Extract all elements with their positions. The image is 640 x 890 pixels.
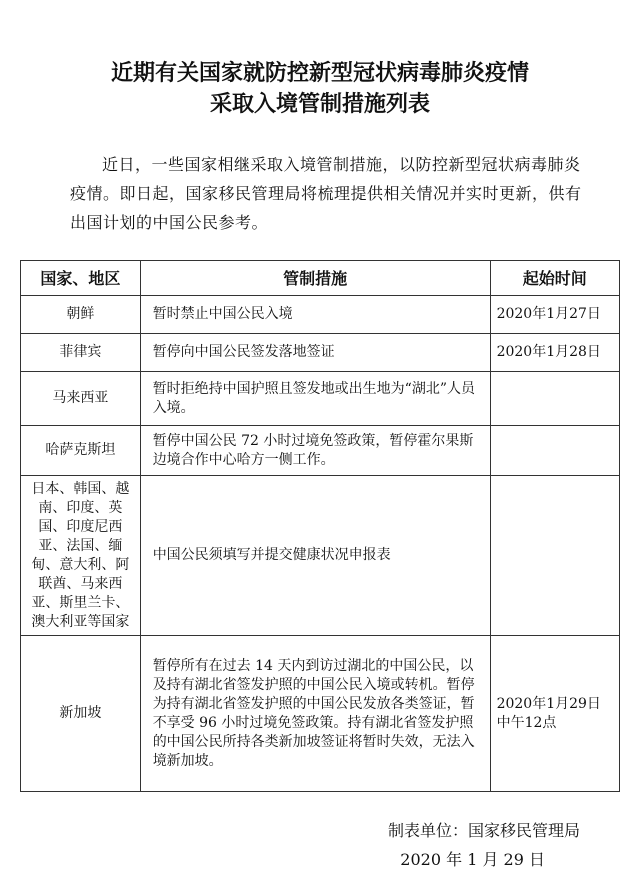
row-date: 2020年1月29日中午12点 — [490, 636, 619, 792]
row-country: 新加坡 — [21, 636, 141, 792]
table-row — [21, 296, 620, 334]
table-row — [21, 334, 620, 372]
row-country: 马来西亚 — [21, 372, 141, 426]
table-row — [21, 372, 620, 426]
entry-control-table — [20, 260, 620, 792]
row-measure: 暂时禁止中国公民入境 — [140, 296, 490, 334]
row-measure: 暂停向中国公民签发落地签证 — [140, 334, 490, 372]
row-measure: 暂时拒绝持中国护照且签发地或出生地为“湖北”人员入境。 — [140, 372, 490, 426]
row-measure: 暂停所有在过去 14 天内到访过湖北的中国公民，以及持有湖北省签发护照的中国公民入境或转机。暂停为持有湖北省签发护照的中国公民发放各类签证，暂不享受 96 小时过境免签政策。持有湖北省签发护照的中国公民所持各类新加坡签证将暂时失效，无法入境新加坡。 — [140, 636, 490, 792]
table-row — [21, 476, 620, 636]
row-date — [490, 426, 619, 476]
footer-date: 2020 年 1 月 29 日 — [400, 850, 545, 869]
table-row — [21, 636, 620, 792]
row-date — [490, 372, 619, 426]
row-country: 菲律宾 — [21, 334, 141, 372]
row-date — [490, 476, 619, 636]
header-country: 国家、地区 — [21, 261, 141, 296]
row-measure: 暂停中国公民 72 小时过境免签政策，暂停霍尔果斯边境合作中心哈方一侧工作。 — [140, 426, 490, 476]
header-start-date: 起始时间 — [490, 261, 619, 296]
intro-paragraph: 近日，一些国家相继采取入境管制措施，以防控新型冠状病毒肺炎疫情。即日起，国家移民管理局将梳理提供相关情况并实时更新，供有出国计划的中国公民参考。 — [70, 155, 582, 232]
title-line-1: 近期有关国家就防控新型冠状病毒肺炎疫情 — [110, 60, 529, 86]
document-title — [0, 58, 640, 120]
row-country: 日本、韩国、越南、印度、英国、印度尼西亚、法国、缅甸、意大利、阿联酋、马来西亚、斯里兰卡、澳大利亚等国家 — [21, 476, 141, 636]
table-row — [21, 426, 620, 476]
title-line-2: 采取入境管制措施列表 — [209, 91, 430, 117]
row-date: 2020年1月27日 — [490, 296, 619, 334]
footer-issuing-unit: 制表单位：国家移民管理局 — [387, 821, 580, 840]
row-date: 2020年1月28日 — [490, 334, 619, 372]
table-header-row — [21, 261, 620, 296]
row-country: 哈萨克斯坦 — [21, 426, 141, 476]
header-measure: 管制措施 — [140, 261, 490, 296]
row-country: 朝鲜 — [21, 296, 141, 334]
row-measure: 中国公民须填写并提交健康状况申报表 — [140, 476, 490, 636]
